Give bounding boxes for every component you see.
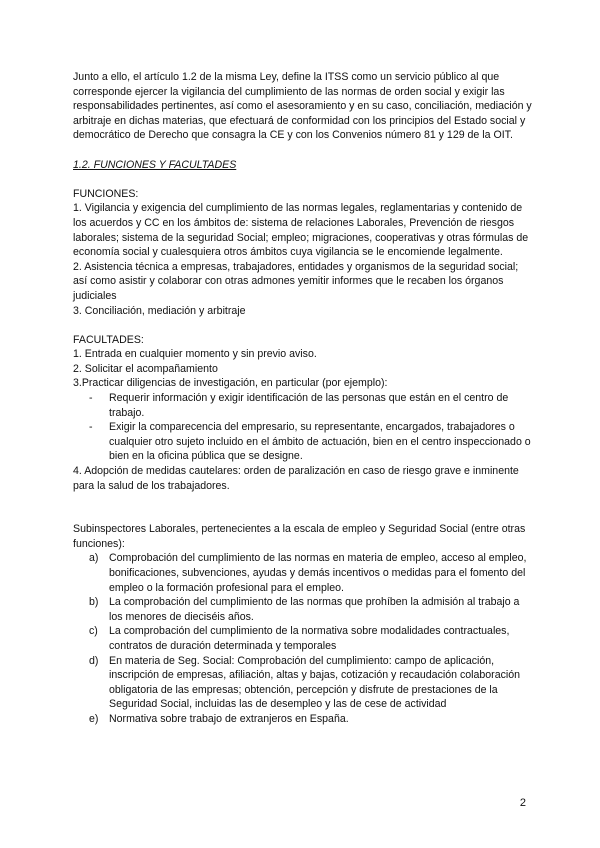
page-number: 2	[519, 797, 526, 809]
funciones-item-2: 2. Asistencia técnica a empresas, trabajadores, entidades y organismos de la seguridad social; así como asistir y colaborar con otras admones yemitir informes que le recaben los órganos judiciales	[73, 260, 519, 302]
funciones-item-3: 3. Conciliación, mediación y arbitraje	[73, 304, 246, 317]
list-item	[73, 712, 533, 727]
facultades-item-1: 1. Entrada en cualquier momento y sin previo aviso.	[73, 348, 317, 361]
list-item-text: La comprobación del cumplimiento de la normativa sobre modalidades contractuales, contratos de duración determinada y temporales	[109, 625, 510, 652]
list-marker: e)	[89, 712, 99, 725]
sub-item-text: Exigir la comparecencia del empresario, su representante, encargados, trabajadores o cualquier otro sujeto incluido en el ámbito de actuación, bien en el centro inspeccionado o bien en la oficina pública que se designe.	[109, 421, 531, 463]
funciones-title: FUNCIONES:	[73, 187, 139, 200]
sub-item-text: Requerir información y exigir identificación de las personas que están en el centro de trabajo.	[109, 392, 509, 419]
page-content	[73, 70, 533, 727]
section-heading: 1.2. FUNCIONES Y FACULTADES	[73, 158, 237, 171]
list-item	[73, 654, 533, 712]
facultades-item-4: 4. Adopción de medidas cautelares: orden de paralización en caso de riesgo grave e inminente para la salud de los trabajadores.	[73, 465, 519, 492]
list-item	[73, 420, 533, 464]
list-item	[73, 624, 533, 653]
facultades-item-3: 3.Practicar diligencias de investigación, en particular (por ejemplo):	[73, 377, 388, 390]
dash-marker: -	[89, 421, 93, 434]
list-item	[73, 391, 533, 420]
list-marker: c)	[89, 625, 98, 638]
list-item	[73, 551, 533, 595]
funciones-item-1: 1. Vigilancia y exigencia del cumplimiento de las normas legales, reglamentarias y contenido de los acuerdos y CC en los ámbitos de: sistema de relaciones Laborales, Prevención de riesgos laborales; sistema de la seguridad Social; empleo; migraciones, cooperativas y otras fórmulas de economía social y cualesquiera otros ámbitos cuya vigilancia se le encomiende legalmente.	[73, 202, 529, 259]
list-item-text: La comprobación del cumplimiento de las normas que prohíben la admisión al trabajo a los menores de dieciséis años.	[109, 596, 520, 623]
subinspectores-intro: Subinspectores Laborales, pertenecientes a la escala de empleo y Seguridad Social (entre otras funciones):	[73, 523, 526, 550]
list-marker: a)	[89, 552, 99, 565]
dash-marker: -	[89, 392, 93, 405]
list-item-text: Comprobación del cumplimiento de las normas en materia de empleo, acceso al empleo, bonificaciones, subvenciones, ayudas y demás incentivos o medidas para el fomento del empleo o la formación profesional para el empleo.	[109, 552, 527, 594]
facultades-item-2: 2. Solicitar el acompañamiento	[73, 362, 218, 375]
list-item-text: En materia de Seg. Social: Comprobación del cumplimiento: campo de aplicación, inscripción de empresas, afiliación, altas y bajas, cotización y recaudación colaboración obligatoria de las empresas; obtención, percepción y disfrute de prestaciones de la Seguridad Social, incluidas las de desempleo y las de cese de actividad	[109, 654, 521, 711]
list-marker: b)	[89, 596, 99, 609]
facultades-title: FACULTADES:	[73, 333, 144, 346]
list-item	[73, 595, 533, 624]
intro-paragraph: Junto a ello, el artículo 1.2 de la misma Ley, define la ITSS como un servicio público al que corresponde ejercer la vigilancia del cumplimiento de las normas de orden social y exigir las responsabilidades pertinentes, así como el asesoramiento y en su caso, conciliación, mediación y arbitraje en dichas materias, que efectuará de conformidad con los principios del Estado social y democrático de Derecho que consagra la CE y con los Convenios número 81 y 129 de la OIT.	[73, 71, 532, 142]
list-marker: d)	[89, 654, 99, 667]
facultades-sub-list	[73, 391, 533, 464]
subinspectores-list	[73, 551, 533, 726]
list-item-text: Normativa sobre trabajo de extranjeros en España.	[109, 712, 349, 725]
